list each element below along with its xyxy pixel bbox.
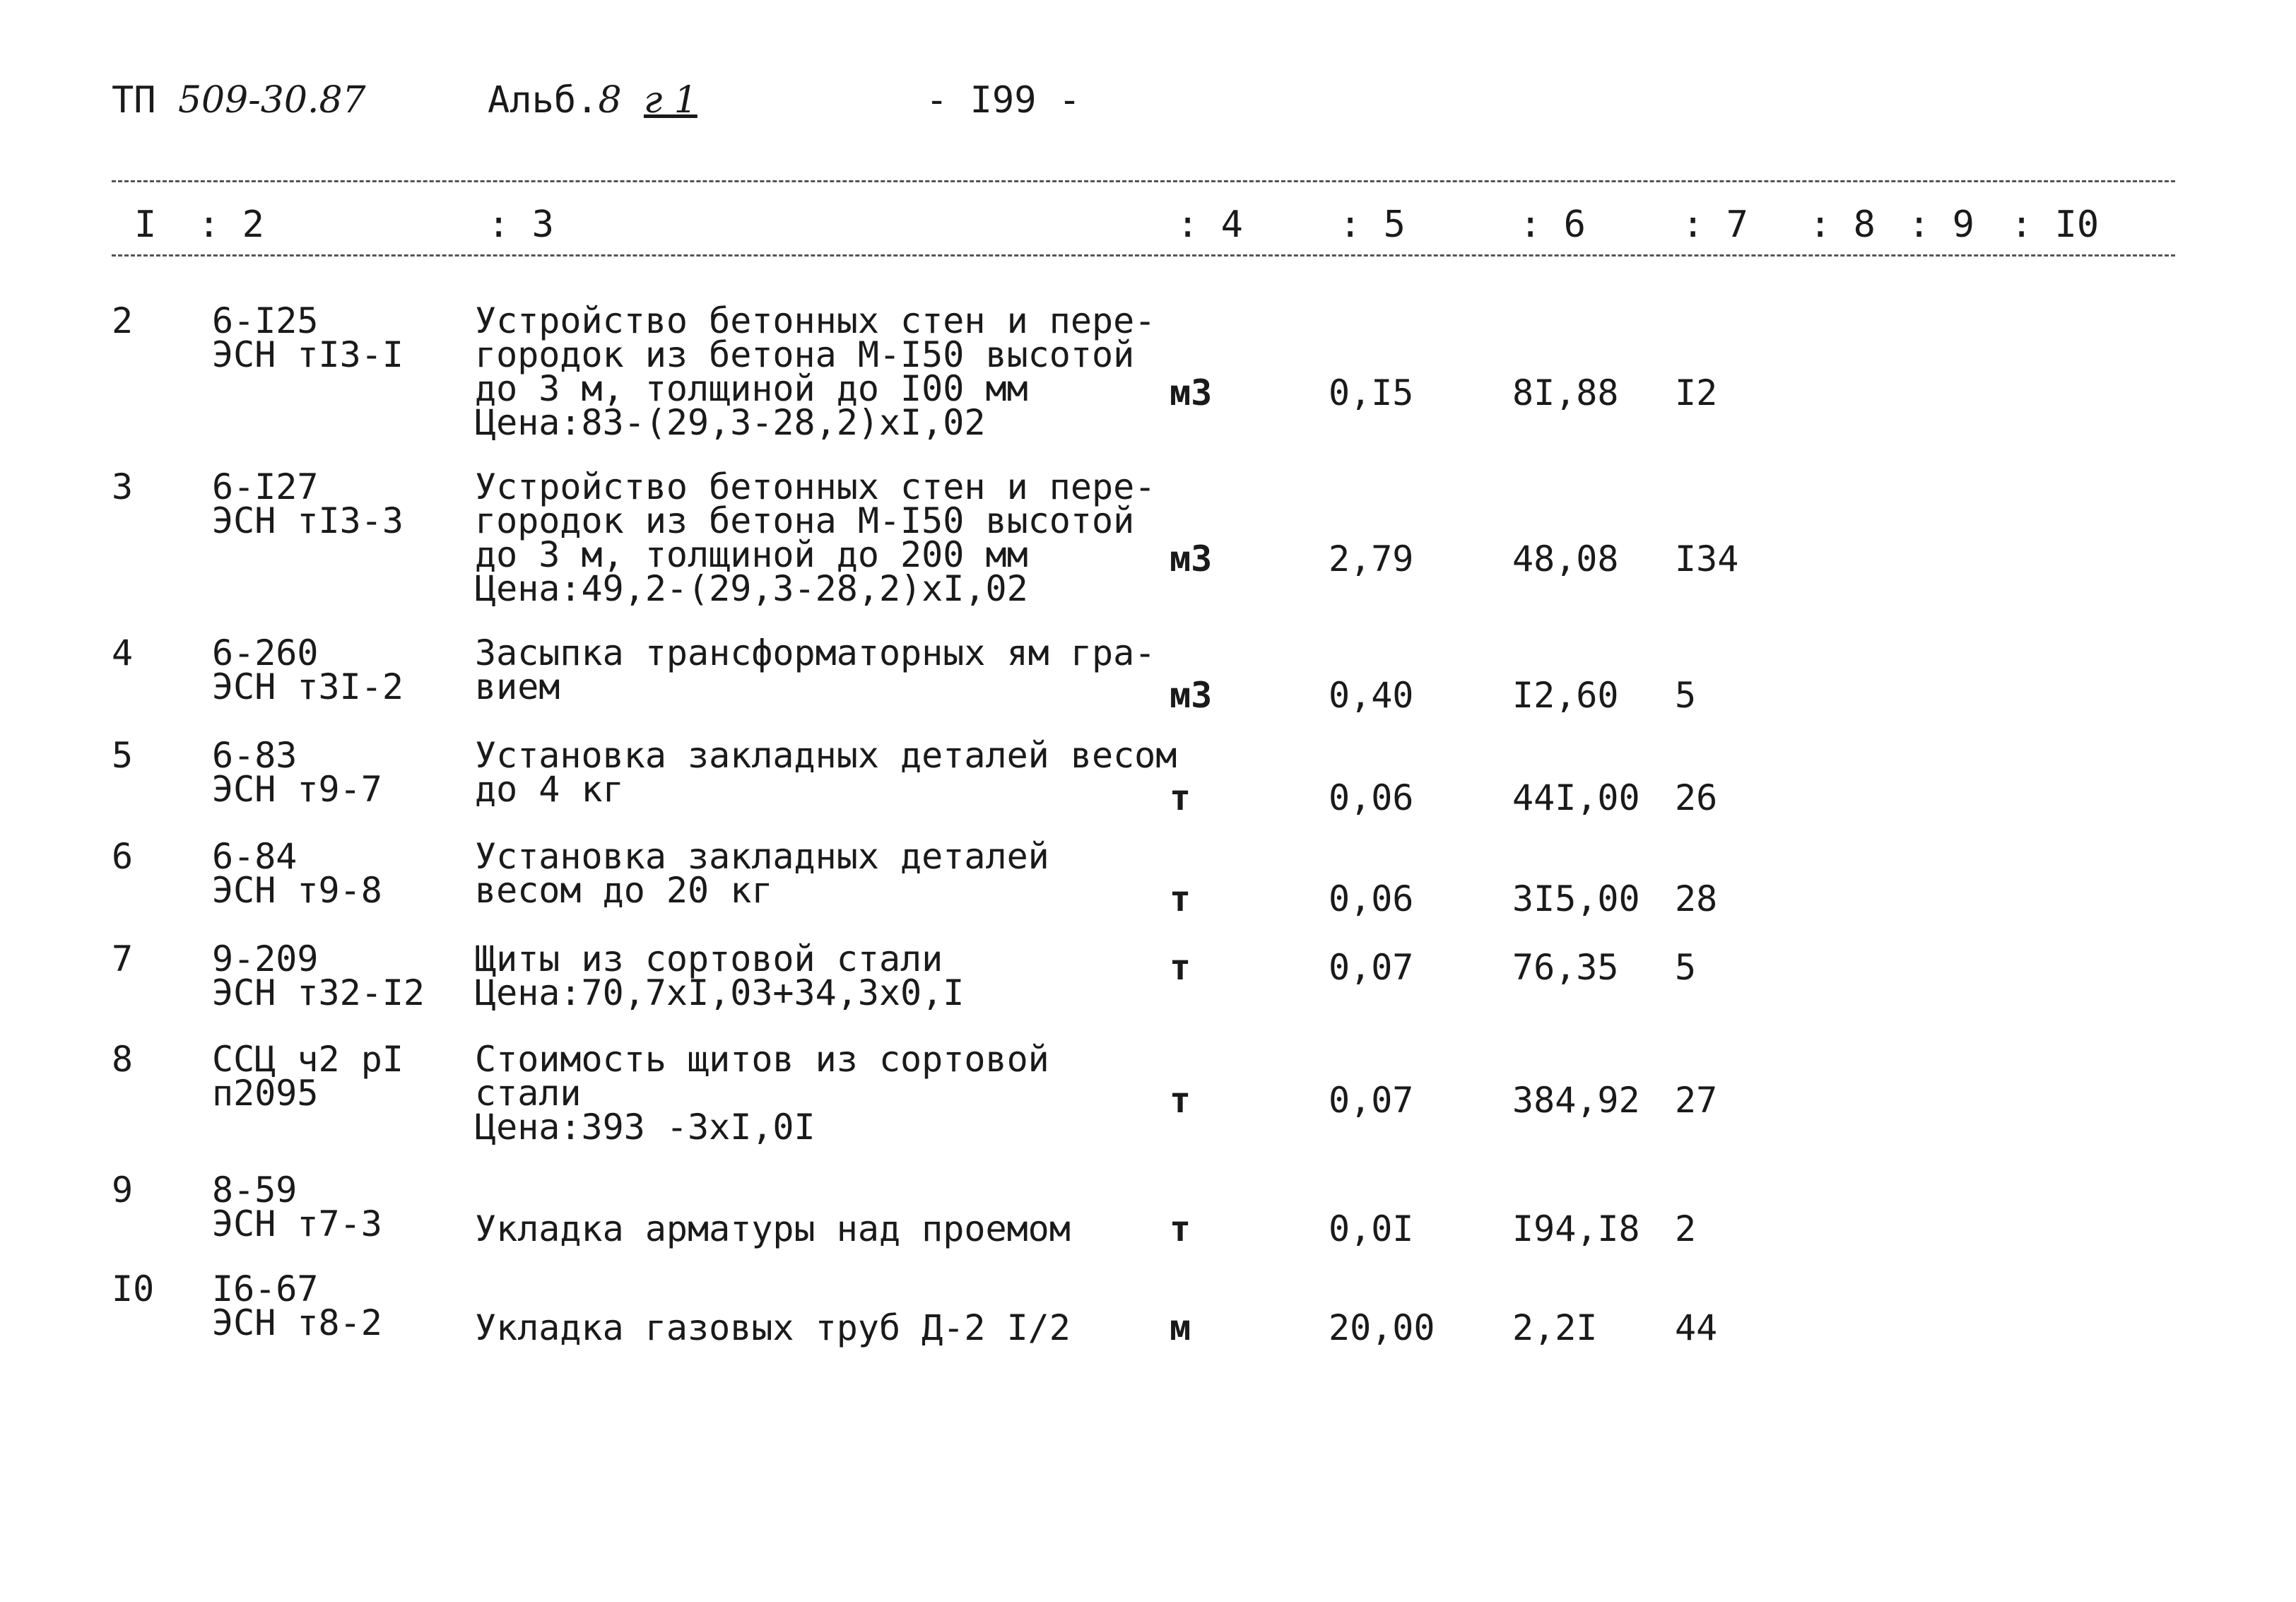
row-quantity: 0,07: [1329, 1080, 1414, 1121]
row-value: 5: [1675, 947, 1697, 988]
row-code: 8-59 ЭСН т7-3: [212, 1170, 382, 1244]
row-price: 3I5,00: [1512, 878, 1640, 919]
row-price: 76,35: [1512, 947, 1619, 988]
row-number: 2: [112, 300, 134, 341]
row-number: 6: [112, 836, 134, 877]
row-number: 5: [112, 735, 134, 776]
row-value: 26: [1675, 777, 1718, 818]
series-number: 509-30.87: [177, 79, 366, 122]
column-number: : 8: [1809, 204, 1876, 246]
column-number: : 2: [198, 204, 264, 246]
column-number: : I0: [2011, 204, 2100, 246]
row-unit: м: [1170, 1307, 1191, 1348]
row-description: Установка закладных деталей весом до 4 кг: [475, 735, 1177, 810]
row-description: Стоимость щитов из сортовой стали Цена:393 -3xI,0I: [475, 1039, 1049, 1148]
column-number: : 7: [1682, 204, 1748, 246]
album-number: 8: [598, 79, 622, 122]
row-description: Устройство бетонных стен и пере- городок из бетона М-I50 высотой до 3 м, толщиной до 200 мм Цена:49,2-(29,3-28,2)xI,02: [475, 466, 1156, 609]
row-unit: м3: [1170, 675, 1213, 716]
album-part: г 1: [643, 79, 697, 122]
row-value: I34: [1675, 538, 1739, 579]
series-prefix: ТП: [112, 79, 156, 122]
row-description: Засыпка трансформаторных ям гра- вием: [475, 632, 1156, 707]
column-number: : 3: [488, 204, 554, 246]
row-unit: м3: [1170, 372, 1213, 413]
row-code: I6-67 ЭСН т8-2: [212, 1268, 382, 1343]
row-description: Установка закладных деталей весом до 20 кг: [475, 836, 1049, 911]
album-prefix: Альб.: [488, 79, 599, 122]
row-quantity: 0,I5: [1329, 372, 1414, 413]
row-number: 7: [112, 938, 134, 979]
row-number: 9: [112, 1170, 134, 1211]
page-number: - I99 -: [926, 79, 1081, 122]
row-description: Устройство бетонных стен и пере- городок из бетона М-I50 высотой до 3 м, толщиной до I00 мм Цена:83-(29,3-28,2)xI,02: [475, 300, 1156, 443]
row-value: 2: [1675, 1208, 1697, 1249]
row-quantity: 0,06: [1329, 878, 1414, 919]
row-price: I94,I8: [1512, 1208, 1640, 1249]
row-quantity: 0,06: [1329, 777, 1414, 818]
row-number: 3: [112, 466, 134, 507]
column-number: : 9: [1908, 204, 1974, 246]
row-code: 6-I25 ЭСН тI3-I: [212, 300, 404, 375]
row-price: 384,92: [1512, 1080, 1640, 1121]
row-quantity: 0,07: [1329, 947, 1414, 988]
row-unit: т: [1170, 1080, 1191, 1121]
row-code: 6-260 ЭСН т3I-2: [212, 632, 404, 707]
row-unit: т: [1170, 777, 1191, 818]
row-code: ССЦ ч2 рI п2095: [212, 1039, 404, 1114]
row-price: 2,2I: [1512, 1307, 1598, 1348]
row-description: Укладка газовых труб Д-2 I/2: [475, 1307, 1071, 1348]
row-code: 6-84 ЭСН т9-8: [212, 836, 382, 911]
column-number: I: [134, 204, 157, 246]
row-unit: м3: [1170, 538, 1213, 579]
row-quantity: 0,0I: [1329, 1208, 1414, 1249]
row-code: 9-209 ЭСН т32-I2: [212, 938, 425, 1013]
row-quantity: 0,40: [1329, 675, 1414, 716]
row-value: I2: [1675, 372, 1718, 413]
column-number: : 6: [1519, 204, 1586, 246]
row-price: 8I,88: [1512, 372, 1619, 413]
row-code: 6-83 ЭСН т9-7: [212, 735, 382, 810]
row-description: Укладка арматуры над проемом: [475, 1208, 1071, 1249]
row-price: I2,60: [1512, 675, 1619, 716]
row-unit: т: [1170, 947, 1191, 988]
row-value: 27: [1675, 1080, 1718, 1121]
row-value: 44: [1675, 1307, 1718, 1348]
column-number: : 5: [1339, 204, 1406, 246]
row-unit: т: [1170, 878, 1191, 919]
row-description: Щиты из сортовой стали Цена:70,7xI,03+34,3x0,I: [475, 938, 965, 1013]
row-value: 28: [1675, 878, 1718, 919]
column-number: : 4: [1177, 204, 1243, 246]
row-quantity: 20,00: [1329, 1307, 1435, 1348]
row-quantity: 2,79: [1329, 538, 1414, 579]
row-unit: т: [1170, 1208, 1191, 1249]
row-number: 8: [112, 1039, 134, 1080]
row-code: 6-I27 ЭСН тI3-3: [212, 466, 404, 541]
row-number: 4: [112, 632, 134, 673]
row-price: 48,08: [1512, 538, 1619, 579]
row-number: I0: [112, 1268, 155, 1309]
row-value: 5: [1675, 675, 1697, 716]
row-price: 44I,00: [1512, 777, 1640, 818]
